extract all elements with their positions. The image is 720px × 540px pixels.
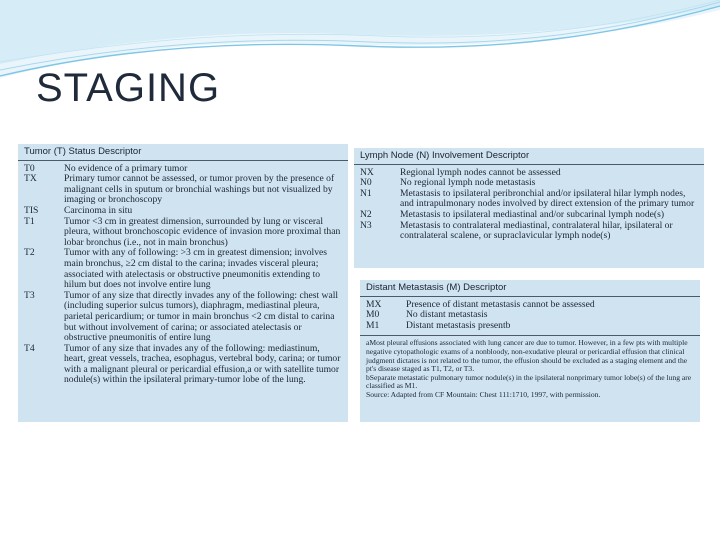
tumor-description: Tumor of any size that invades any of the following: mediastinum, heart, great vessels, trachea, esophagus, vertebral body, carina; or tumor with a malignant pleural or pericardial effusion,a or with satellite tumor nodule(s) within the ipsilateral primary-tumor lobe of the lung.	[64, 342, 341, 386]
tumor-code: T2	[24, 247, 35, 259]
tumor-descriptor-table	[18, 144, 348, 422]
footnote: Source: Adapted from CF Mountain: Chest 111:1710, 1997, with permission.	[366, 389, 601, 399]
tumor-code: T4	[24, 342, 35, 354]
tumor-code: T1	[24, 215, 35, 227]
slide-title: STAGING	[36, 66, 221, 110]
metastasis-code: M0	[366, 309, 380, 321]
tumor-row	[24, 217, 342, 249]
node-rows	[354, 165, 704, 242]
node-code: NX	[360, 166, 374, 178]
node-code: N1	[360, 187, 372, 199]
metastasis-footnotes	[360, 335, 700, 399]
tumor-code: TX	[24, 173, 37, 185]
metastasis-code: MX	[366, 298, 382, 310]
tumor-row	[24, 206, 342, 217]
node-row	[360, 189, 698, 210]
tumor-code: TIS	[24, 204, 39, 216]
tumor-row	[24, 248, 342, 290]
node-code: N3	[360, 219, 372, 231]
metastasis-description: Distant metastasis presentb	[406, 319, 511, 331]
tumor-code: T0	[24, 162, 35, 174]
tumor-description: Carcinoma in situ	[64, 204, 133, 216]
tumor-row	[24, 291, 342, 344]
tumor-description: Tumor <3 cm in greatest dimension, surrounded by lung or visceral pleura, without bronchoscopic evidence of invasion more proximal than lobar bronchus (i.e., not in main bronchus)	[64, 215, 341, 248]
node-description: Metastasis to ipsilateral peribronchial and/or ipsilateral hilar lymph nodes, and intrapulmonary nodes involved by direct extension of the primary tumor	[400, 187, 695, 210]
metastasis-table-header: Distant Metastasis (M) Descriptor	[360, 280, 700, 297]
metastasis-row	[366, 321, 694, 332]
node-code: N2	[360, 208, 372, 220]
node-code: N0	[360, 177, 372, 189]
node-descriptor-table	[354, 148, 704, 268]
tumor-row	[24, 174, 342, 206]
node-description: No regional lymph node metastasis	[400, 177, 536, 189]
tumor-code: T3	[24, 289, 35, 301]
tumor-description: No evidence of a primary tumor	[64, 162, 188, 174]
footnote: aMost pleural effusions associated with lung cancer are due to tumor. However, in a few pts with multiple negative cytopathologic exams of a nonbloody, non-exudative pleural or pericardial effusion that clinical judgment dictates is not related to the tumor, the effusion should be excluded as a staging element and the pt's disease staged as T1, T2, or T3.	[366, 338, 688, 374]
node-row	[360, 210, 698, 221]
node-description: Regional lymph nodes cannot be assessed	[400, 166, 561, 178]
tumor-table-header: Tumor (T) Status Descriptor	[18, 144, 348, 161]
metastasis-description: No distant metastasis	[406, 309, 488, 321]
tumor-rows	[18, 161, 348, 386]
tumor-description: Tumor of any size that directly invades any of the following: chest wall (including superior sulcus tumors), diaphragm, mediastinal pleura, parietal pericardium; or tumor in main bronchus <2 cm distal to carina but without involvement of carina; or associated atelectasis or obstructive pneumonitis of entire lung	[64, 289, 339, 344]
tumor-description: Tumor with any of following: >3 cm in greatest dimension; involves main bronchus, ≥2 cm distal to the carina; invades visceral pleura; associated with atelectasis or obstructive pneumonitis extending to hilum but does not involve entire lung	[64, 247, 327, 291]
node-description: Metastasis to contralateral mediastinal, contralateral hilar, ipsilateral or contralateral scalene, or supraclavicular lymph node(s)	[400, 219, 673, 242]
metastasis-descriptor-table	[360, 280, 700, 422]
metastasis-description: Presence of distant metastasis cannot be assessed	[406, 298, 595, 310]
node-description: Metastasis to ipsilateral mediastinal and/or subcarinal lymph node(s)	[400, 208, 665, 220]
metastasis-code: M1	[366, 319, 380, 331]
footnote: bSeparate metastatic pulmonary tumor nodule(s) in the ipsilateral nonprimary tumor lobe(s) of the lung are classified as M1.	[366, 372, 692, 391]
tumor-row	[24, 344, 342, 386]
node-row	[360, 221, 698, 242]
node-table-header: Lymph Node (N) Involvement Descriptor	[354, 148, 704, 165]
metastasis-rows	[360, 297, 700, 332]
tumor-description: Primary tumor cannot be assessed, or tumor proven by the presence of malignant cells in sputum or bronchial washings but not visualized by imaging or bronchoscopy	[64, 173, 335, 206]
